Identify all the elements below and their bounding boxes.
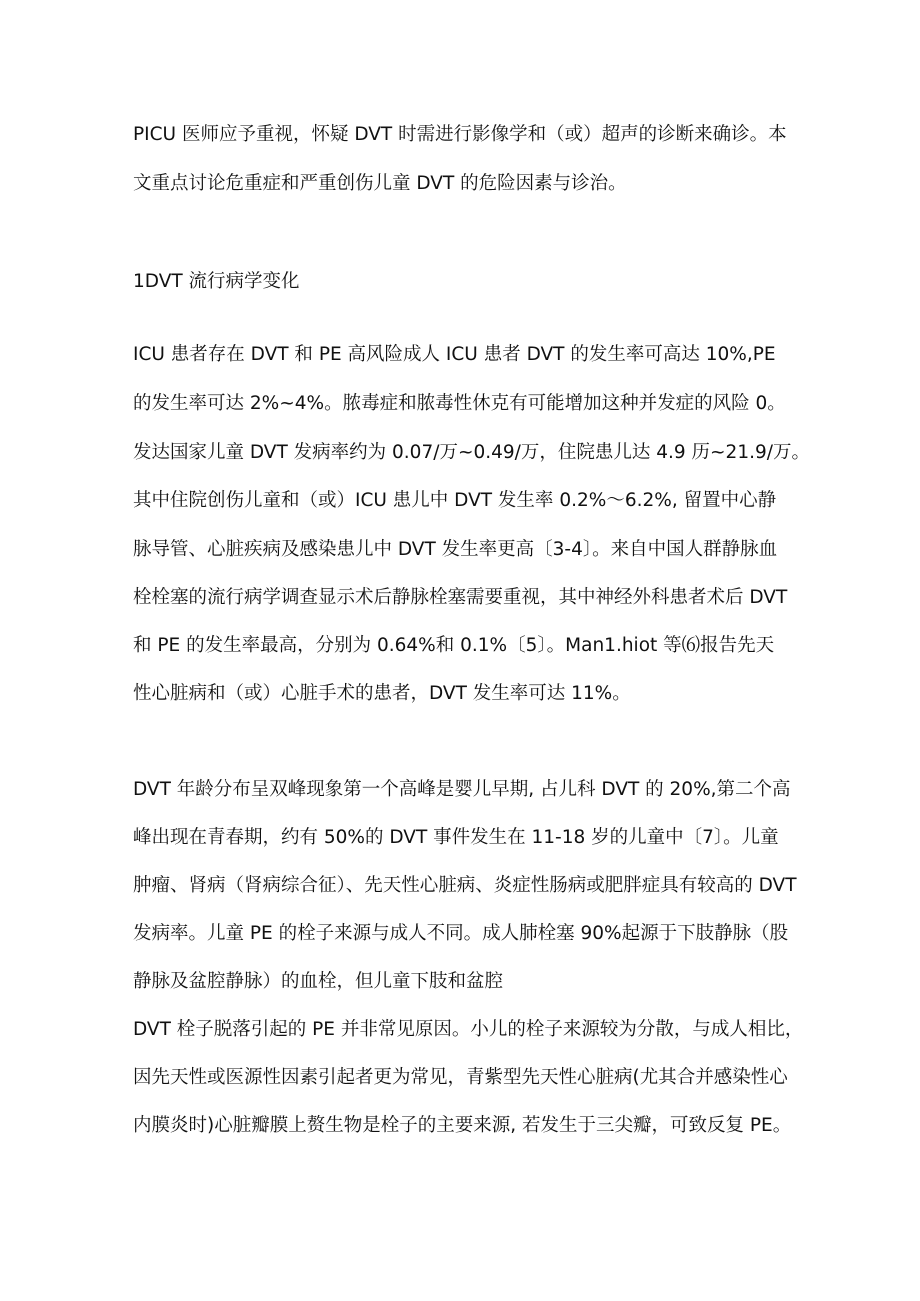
paragraph1-line-5: 脉导管、心脏疾病及感染患儿中 DVT 发生率更高〔3-4〕。来自中国人群静脉血	[133, 539, 778, 560]
paragraph2-line-3: 肿瘤、肾病（肾病综合征）、先天性心脏病、炎症性肠病或肥胖症具有较高的 DVT	[133, 875, 797, 896]
paragraph1-line-6: 栓栓塞的流行病学调查显示术后静脉栓塞需要重视，其中神经外科患者术后 DVT	[133, 587, 788, 608]
paragraph1-line-4: 其中住院创伤儿童和（或）ICU 患儿中 DVT 发生率 0.2%～6.2%, 留置中心静	[133, 490, 777, 511]
paragraph1-line-2: 的发生率可达 2%~4%。脓毒症和脓毒性休克有可能增加这种并发症的风险 0。	[133, 393, 786, 414]
paragraph1-line-3: 发达国家儿童 DVT 发病率约为 0.07/万~0.49/万，住院患儿达 4.9 历~21.9/万。	[133, 442, 810, 463]
intro-line-2: 文重点讨论危重症和严重创伤儿童 DVT 的危险因素与诊治。	[133, 173, 627, 194]
paragraph2-line-8: 内膜炎时)心脏瓣膜上赘生物是栓子的主要来源, 若发生于三尖瓣，可致反复 PE。	[133, 1115, 792, 1136]
paragraph1-line-8: 性心脏病和（或）心脏手术的患者，DVT 发生率可达 11%。	[133, 683, 631, 704]
paragraph2-line-6: DVT 栓子脱落引起的 PE 并非常见原因。小儿的栓子来源较为分散，与成人相比，	[133, 1019, 804, 1040]
paragraph1-line-1: ICU 患者存在 DVT 和 PE 高风险成人 ICU 患者 DVT 的发生率可高达 10%,PE	[133, 344, 776, 365]
paragraph2-line-7: 因先天性或医源性因素引起者更为常见，青紫型先天性心脏病(尤其合并感染性心	[133, 1067, 788, 1088]
paragraph2-line-5: 静脉及盆腔静脉）的血栓，但儿童下肢和盆腔	[133, 971, 504, 992]
section-heading: 1DVT 流行病学变化	[133, 271, 300, 292]
paragraph2-line-1: DVT 年龄分布呈双峰现象第一个高峰是婴儿早期, 占儿科 DVT 的 20%,第二个高	[133, 779, 791, 800]
intro-line-1: PICU 医师应予重视，怀疑 DVT 时需进行影像学和（或）超声的诊断来确诊。本	[133, 124, 787, 145]
paragraph2-line-2: 峰出现在青春期，约有 50%的 DVT 事件发生在 11-18 岁的儿童中〔7〕。儿童	[133, 827, 779, 848]
paragraph1-line-7: 和 PE 的发生率最高，分别为 0.64%和 0.1%〔5〕。Man1.hiot 等⑹报告先天	[133, 635, 775, 656]
paragraph2-line-4: 发病率。儿童 PE 的栓子来源与成人不同。成人肺栓塞 90%起源于下肢静脉（股	[133, 923, 789, 944]
